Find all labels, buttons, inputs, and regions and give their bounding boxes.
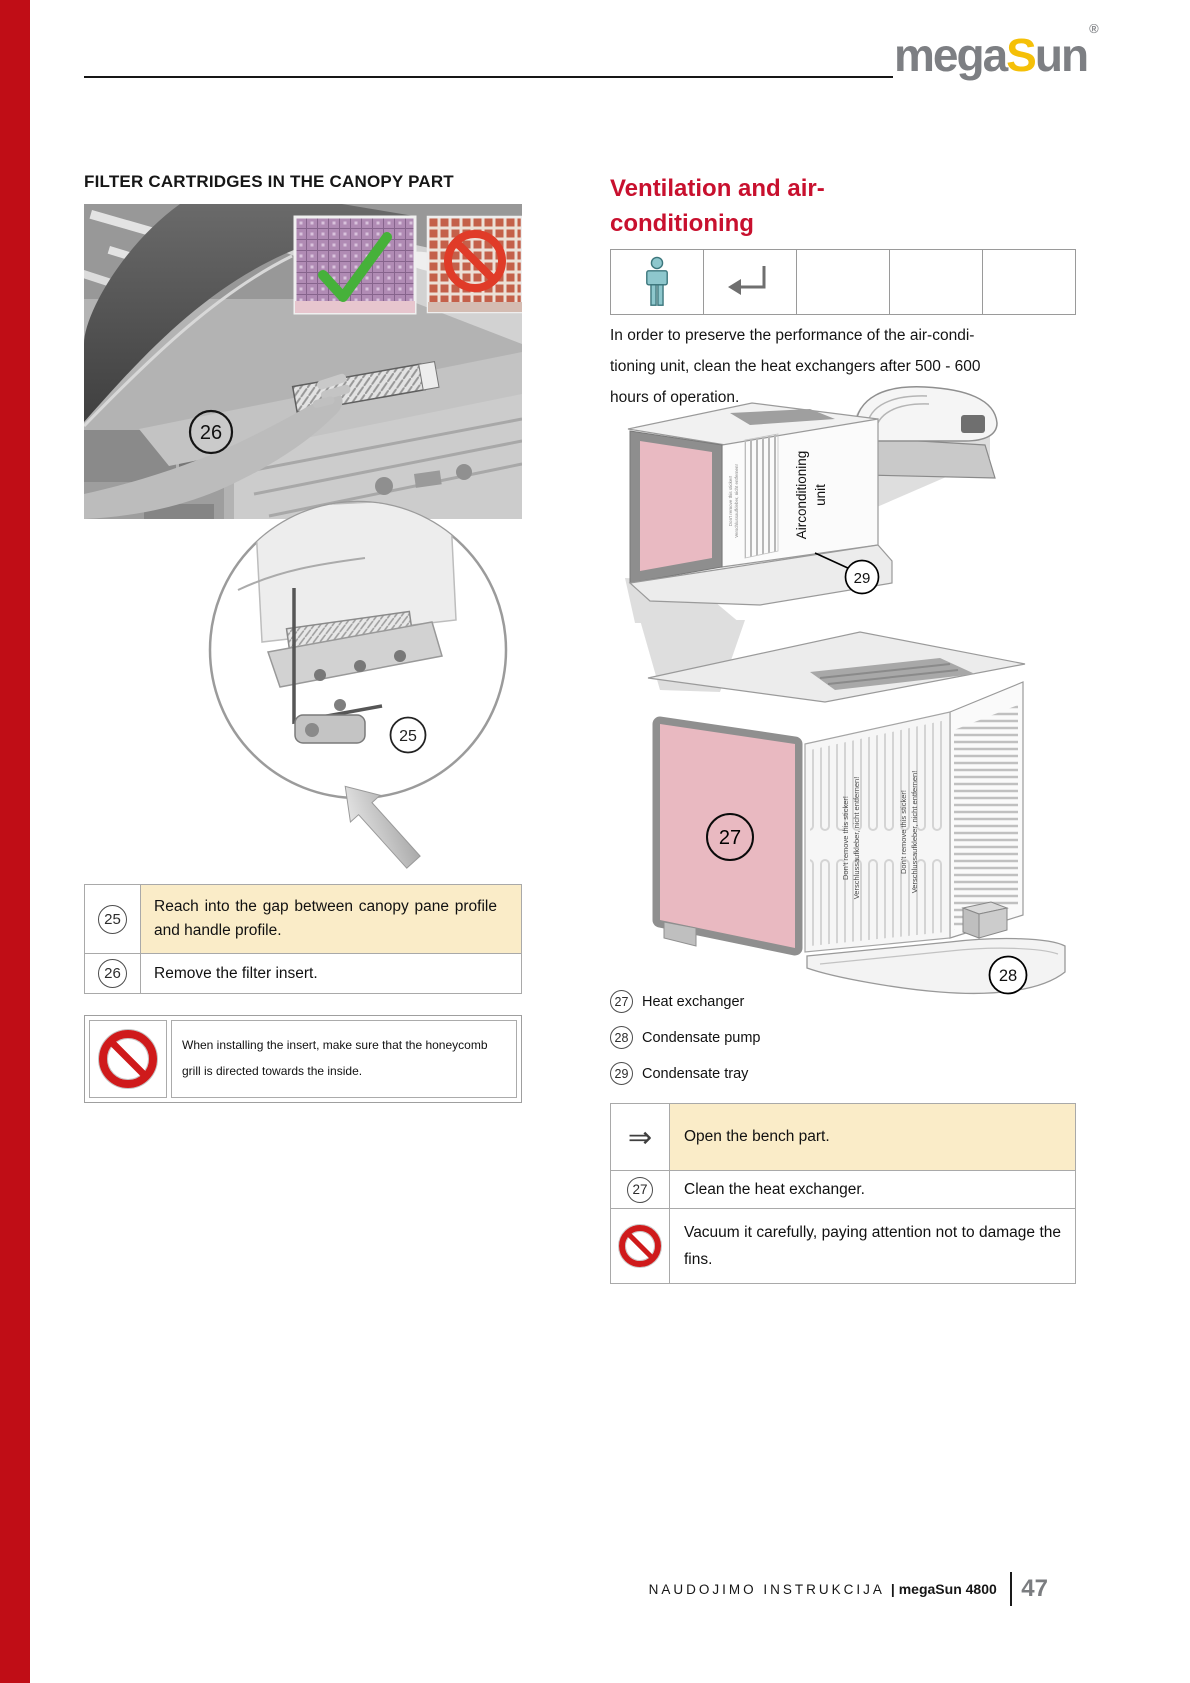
legend-item-heat-exchanger: [610, 990, 930, 1013]
figure-legend: [610, 990, 930, 1098]
footer-divider: [1010, 1572, 1013, 1606]
box-fins: [745, 434, 778, 558]
legend-28-badge: 28: [610, 1026, 633, 1049]
footer-model: | megaSun 4800: [890, 1581, 997, 1597]
action-marker-cell: [611, 1209, 670, 1283]
header-rule: [84, 76, 893, 78]
person-icon: [640, 256, 674, 308]
action-clean-exchanger-text: Clean the heat exchanger.: [684, 1180, 865, 1198]
pictogram-strip: [610, 249, 1076, 315]
step-number-cell: [85, 885, 141, 953]
legend-28-label: Condensate pump: [642, 1029, 761, 1046]
svg-text:Don't remove this sticker!: Don't remove this sticker!: [899, 790, 908, 874]
airconditioning-unit-figure: [610, 383, 1076, 623]
step-26-text: Remove the filter insert.: [154, 964, 318, 982]
step-row-25: [85, 885, 521, 953]
pictogram-cell-person: [610, 249, 704, 315]
warning-note-box: [84, 1015, 522, 1103]
registered-mark: ®: [1089, 20, 1099, 36]
legend-27-badge: 27: [610, 990, 633, 1013]
page-number: 47: [1021, 1575, 1048, 1602]
callout-25: [391, 718, 426, 753]
logo-mega: mega: [894, 29, 1007, 81]
svg-text:Verschlussaufkleber, nicht ent: Verschlussaufkleber, nicht entfernen!: [852, 776, 861, 900]
footer-doc-title: NAUDOJIMO INSTRUKCIJA: [648, 1581, 885, 1597]
ac-unit-label-line2: unit: [813, 484, 828, 506]
step-row-26: [85, 953, 521, 993]
pictogram-cell-empty: [797, 249, 890, 315]
canopy-detail-magnifier: [200, 470, 530, 875]
section-heading-filter-cartridges: FILTER CARTRIDGES IN THE CANOPY PART: [84, 172, 454, 191]
step-27-badge: 27: [627, 1177, 653, 1203]
intro-line-3: hours of operation.: [610, 389, 740, 406]
intro-line-1: In order to preserve the performance of the air-condi-: [610, 327, 975, 344]
svg-text:29: 29: [853, 570, 871, 587]
action-vacuum-text: Vacuum it carefully, paying attention not to damage the fins.: [684, 1224, 1061, 1269]
heading-line-2: conditioning: [610, 209, 754, 237]
legend-item-condensate-pump: [610, 1026, 930, 1049]
prohibition-icon: [619, 1225, 661, 1267]
svg-text:25: 25: [399, 728, 417, 745]
legend-29-badge: 29: [610, 1062, 633, 1085]
prohibition-icon: [99, 1030, 157, 1088]
step-25-text: Reach into the gap between canopy pane profile and handle profile.: [141, 885, 521, 953]
logo-un: un: [1034, 29, 1088, 81]
warning-icon-cell: [89, 1020, 167, 1098]
page-edge-bar: [0, 0, 30, 1683]
action-row-vacuum-warning: [611, 1208, 1075, 1283]
page-footer: [649, 1572, 1048, 1606]
legend-item-condensate-tray: [610, 1062, 930, 1085]
steps-table-canopy-filter: [84, 884, 522, 994]
heading-line-1: Ventilation and air-: [610, 175, 825, 202]
heat-exchanger-figure: [610, 620, 1080, 1000]
pictogram-cell-return: [704, 249, 797, 315]
svg-text:26: 26: [199, 422, 223, 444]
inset-wrong-filter: [428, 217, 522, 312]
svg-text:27: 27: [718, 827, 742, 849]
svg-text:Don't remove this sticker!: Don't remove this sticker!: [841, 796, 850, 880]
callout-29: [846, 561, 879, 594]
svg-text:Verschlussaufkleber, nicht ent: Verschlussaufkleber, nicht entfernen!: [910, 770, 919, 894]
svg-text:Verschlussaufkleber, nicht ent: Verschlussaufkleber, nicht entfernen!: [734, 464, 739, 538]
step-number-cell: [85, 954, 141, 993]
ac-unit-label-line1: Airconditioning: [794, 450, 809, 540]
action-row-open-bench: [611, 1104, 1075, 1170]
pink-filter-face: [640, 441, 712, 571]
action-row-clean-exchanger: [611, 1170, 1075, 1208]
detail-illustration: [200, 470, 530, 875]
callout-26: [190, 411, 232, 453]
svg-text:28: 28: [998, 967, 1018, 985]
step-25-badge: 25: [98, 905, 127, 934]
section-heading-ventilation: [610, 172, 1080, 242]
pictogram-cell-empty: [890, 249, 983, 315]
ac-unit-illustration: [610, 383, 1076, 623]
actions-table-ventilation: [610, 1103, 1076, 1284]
inset-correct-filter: [295, 217, 415, 313]
action-marker-cell: [611, 1104, 670, 1170]
warning-note-text: When installing the insert, make sure that the honeycomb grill is directed towards the inside.: [171, 1020, 517, 1098]
fins-region: [954, 705, 1018, 930]
pictogram-cell-empty: [983, 249, 1076, 315]
double-arrow-icon: ⇒: [627, 1120, 653, 1154]
legend-29-label: Condensate tray: [642, 1065, 749, 1082]
logo-s: S: [1006, 29, 1035, 81]
svg-text:Don't remove this sticker!: Don't remove this sticker!: [728, 475, 733, 527]
return-arrow-icon: [728, 262, 772, 302]
action-open-bench-text: Open the bench part.: [670, 1104, 1075, 1170]
heat-exchanger-illustration: [610, 620, 1080, 1000]
step-26-badge: 26: [98, 959, 127, 988]
condensate-pump: [963, 902, 1007, 938]
callout-28: [990, 957, 1027, 994]
intro-line-2: tioning unit, clean the heat exchangers after 500 - 600: [610, 358, 981, 375]
action-marker-cell: [611, 1171, 670, 1208]
megasun-logo: [894, 20, 1099, 82]
legend-27-label: Heat exchanger: [642, 993, 745, 1010]
